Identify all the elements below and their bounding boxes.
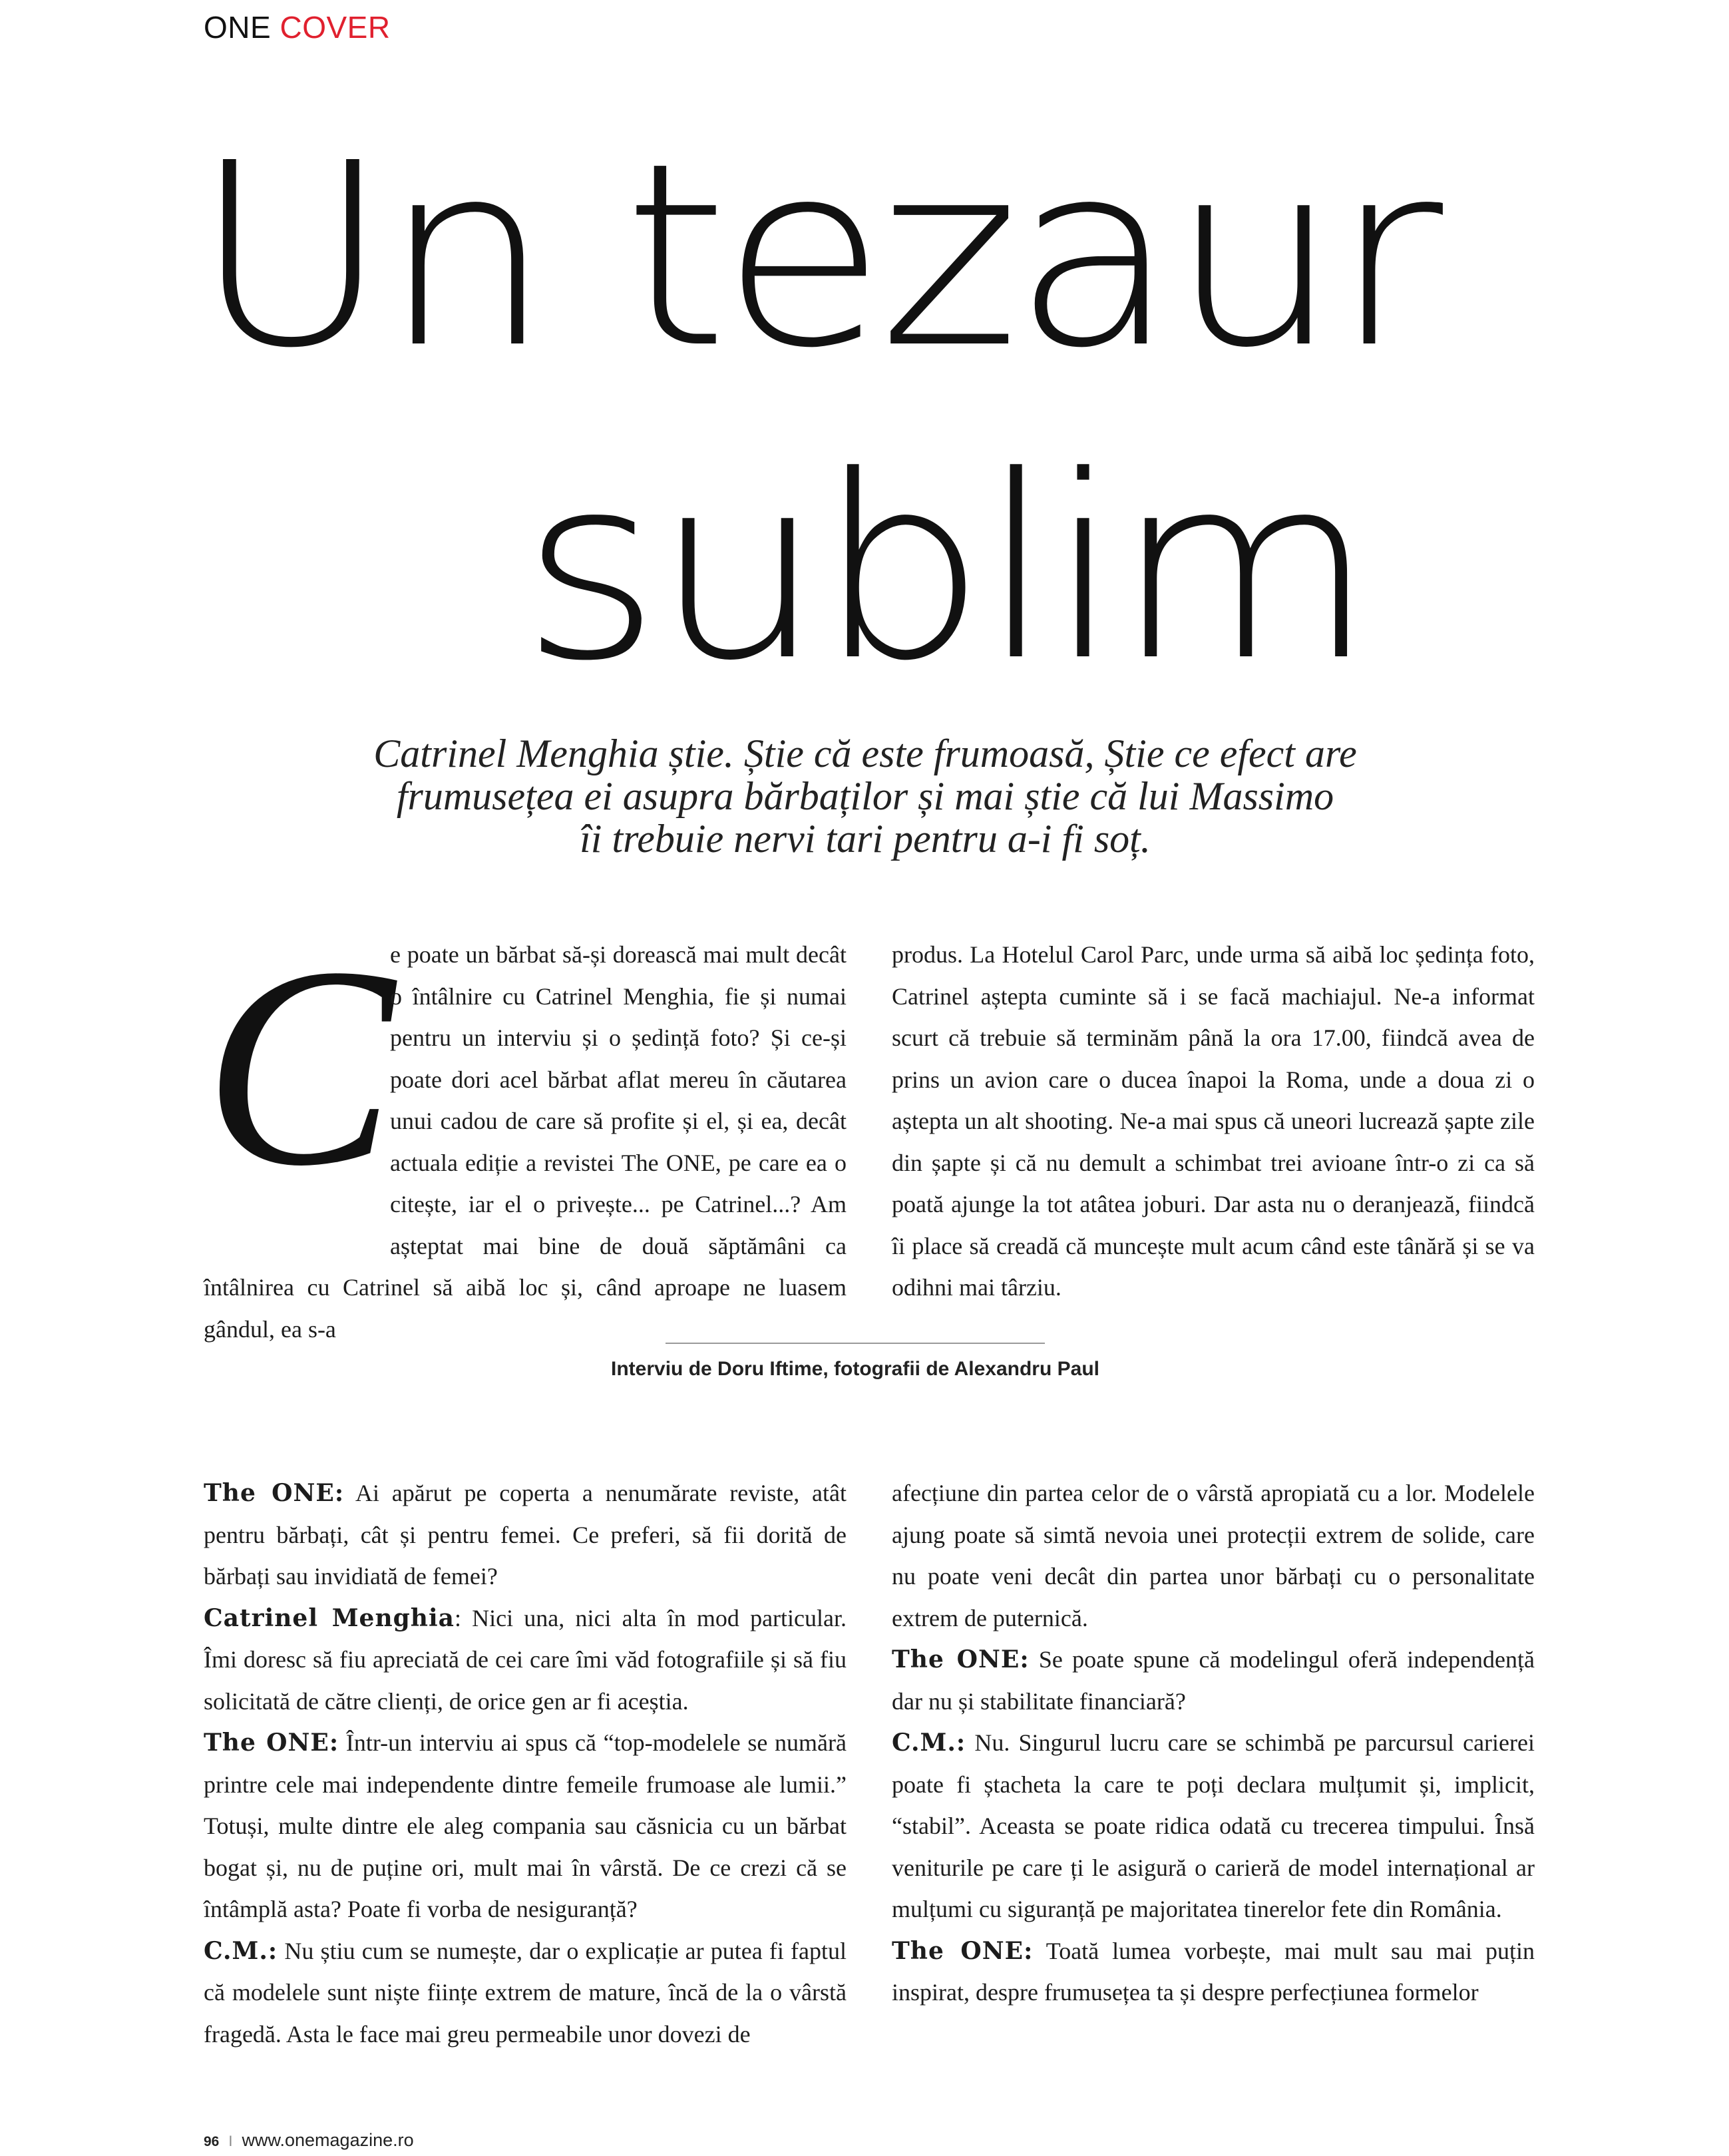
section-label-one: ONE	[204, 10, 272, 45]
page-number: 96	[204, 2134, 220, 2149]
speaker-label: The ONE:	[204, 1479, 345, 1507]
paragraph-text: Nu. Singurul lucru care se schimbă pe parcursul carierei poate fi ștacheta la care te poți declara mulțumit și, implicit, “stabil”. Aceasta se poate ridica odată cu trecerea timpului. Însă veniturile pe care ți le asigură o carieră de model internațional ar mulțumi cu siguranță pe majoritatea tinerelor fete din România.	[892, 1729, 1535, 1922]
paragraph-text: Se poate spune că modelingul oferă independență dar nu și stabilitate financiară?	[892, 1646, 1535, 1715]
speaker-label: Catrinel Menghia	[204, 1604, 455, 1632]
paragraph-text: Într-un interviu ai spus că “top-modelele se numără printre cele mai independente dintre femeile frumoase ale lumii.” Totuși, multe dintre ele aleg compania sau căsnicia cu un bărbat bogat și, nu de puține ori, mult mai în vârstă. De ce crezi că se întâmplă asta? Poate fi vorba de nesiguranță?	[204, 1729, 847, 1922]
intro-text-right: produs. La Hotelul Carol Parc, unde urma să aibă loc ședința foto, Catrinel aștepta cuminte să i se facă machiajul. Ne-a informat scurt că trebuie să terminăm până la ora 17.00, fiindcă avea de prins un avion care o ducea înapoi la Roma, unde a doua zi o aștepta un alt shooting. Ne-a mai spus că uneori lucrează șapte zile din șapte și că nu demult a schimbat trei avioane într-o zi ca să poată ajunge la tot atâtea joburi. Dar asta nu o deranjează, fiindcă îi place să creadă că muncește mult acum când este tânără și se va odihni mai târziu.	[892, 941, 1535, 1301]
standfirst	[280, 732, 1451, 860]
interview-column-right	[892, 1472, 1535, 2014]
footer-separator: I	[228, 2133, 233, 2149]
intro-column-right	[892, 934, 1535, 1309]
paragraph-text: Toată lumea vorbește, mai mult sau mai puțin inspirat, despre frumusețea ta și despre perfecțiunea formelor	[892, 1937, 1535, 2006]
speaker-label: The ONE:	[892, 1936, 1034, 1965]
interview-paragraph	[204, 1472, 847, 1598]
headline	[193, 100, 1674, 726]
interview-paragraph	[204, 1722, 847, 1930]
intro-column-left	[204, 909, 847, 1350]
interview-paragraph	[204, 1930, 847, 2055]
section-label	[204, 9, 391, 45]
paragraph-text: Ai apărut pe coperta a nenumărate reviste, atât pentru bărbați, cât și pentru femei. Ce preferi, să fii dorită de bărbați sau invidiată de femei?	[204, 1480, 847, 1590]
speaker-label: C.M.:	[892, 1729, 966, 1757]
page-footer	[204, 2130, 414, 2151]
paragraph-text: afecțiune din partea celor de o vârstă apropiată cu a lor. Modelele ajung poate să simtă nevoia unei protecții extrem de solide, care nu poate veni decât din partea unor bărbați cu o personalitate extrem de puternică.	[892, 1480, 1535, 1631]
intro-text-left: e poate un bărbat să-și dorească mai mult decât o întâlnire cu Catrinel Menghia, fie și numai pentru un interviu și o ședință foto? Și ce-și poate dori acel bărbat aflat mereu în căutarea unui cadou de care să profite și el, și ea, decât actuala ediție a revistei The ONE, pe care ea o citește, iar el o privește... pe Catrinel...? Am așteptat mai bine de două săptămâni ca întâlnirea cu Catrinel să aibă loc și, când aproape ne luasem gândul, ea s-a	[204, 941, 847, 1343]
standfirst-line-2: frumusețea ei asupra bărbaților și mai știe că lui Massimo	[396, 774, 1334, 818]
headline-line-1: Un tezaur	[193, 108, 1436, 403]
interview-paragraph	[892, 1930, 1535, 2014]
standfirst-line-1: Catrinel Menghia știe. Știe că este frumoasă, Știe ce efect are	[373, 732, 1357, 775]
divider-rule	[666, 1343, 1045, 1344]
website-link[interactable]: www.onemagazine.ro	[242, 2130, 414, 2150]
interview-paragraph	[204, 1598, 847, 1723]
drop-cap: C	[204, 909, 395, 1225]
headline-line-2: sublim	[520, 421, 1369, 716]
paragraph-text: Nu știu cum se numește, dar o explicație ar putea fi faptul că modelele sunt niște ființe extrem de mature, încă de la o vârstă fragedă. Asta le face mai greu permeabile unor dovezi de	[204, 1937, 847, 2048]
speaker-label: The ONE:	[892, 1645, 1030, 1673]
section-label-cover: COVER	[280, 10, 391, 45]
interview-paragraph	[892, 1722, 1535, 1930]
standfirst-line-3: îi trebuie nervi tari pentru a-i fi soț.	[580, 817, 1151, 861]
interview-column-left	[204, 1472, 847, 2055]
interview-paragraph	[892, 1639, 1535, 1722]
speaker-label: The ONE:	[204, 1729, 339, 1757]
paragraph-text: : Nici una, nici alta în mod particular. Îmi doresc să fiu apreciată de cei care îmi văd fotografiile și să fiu solicitată de către clienți, de orice gen ar fi aceștia.	[204, 1604, 847, 1715]
speaker-label: C.M.:	[204, 1936, 278, 1965]
interview-paragraph	[892, 1472, 1535, 1639]
byline-credit: Interviu de Doru Iftime, fotografii de Alexandru Paul	[611, 1358, 1099, 1380]
